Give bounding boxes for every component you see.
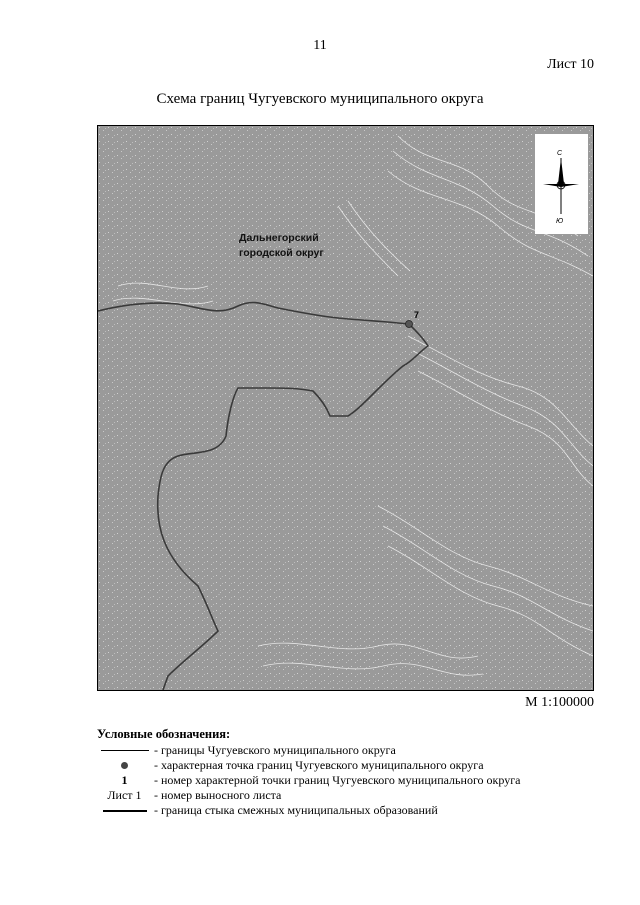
map-scale: М 1:100000 <box>525 695 594 710</box>
svg-text:·: · <box>398 592 400 598</box>
legend-item-sheet <box>97 788 597 803</box>
legend-item-point <box>97 758 597 773</box>
svg-text:·: · <box>218 592 220 598</box>
svg-text:·: · <box>328 452 330 458</box>
sheet-label: Лист 10 <box>547 57 594 72</box>
legend-symbol-thin-line <box>97 750 152 751</box>
legend-symbol-number: 1 <box>121 773 128 787</box>
legend-text: - номер характерной точки границ Чугуевского муниципального округа <box>154 773 521 787</box>
legend-text: - номер выносного листа <box>154 788 282 802</box>
svg-text:·: · <box>458 402 460 408</box>
svg-text:·: · <box>168 242 170 248</box>
legend-item-boundary <box>97 743 597 758</box>
svg-text:·: · <box>138 177 140 183</box>
point-number-label: 7 <box>414 310 420 320</box>
region-label-line2: городской округ <box>239 247 324 259</box>
region-label-line1: Дальнегорский <box>239 232 319 244</box>
legend-symbol-dot <box>97 762 152 769</box>
map-title: Схема границ Чугуевского муниципального округа <box>156 91 484 107</box>
page-number: 11 <box>313 38 327 53</box>
legend-symbol-thick-line <box>97 810 152 812</box>
svg-text:·: · <box>298 322 300 328</box>
legend-text: - характерная точка границ Чугуевского муниципального округа <box>154 758 484 772</box>
legend-text: - границы Чугуевского муниципального округа <box>154 743 396 757</box>
legend-item-point-number <box>97 773 597 788</box>
legend-title: Условные обозначения: <box>97 727 231 741</box>
compass <box>535 134 588 234</box>
legend-text: - граница стыка смежных муниципальных образований <box>154 803 438 817</box>
legend-item-junction <box>97 803 597 818</box>
svg-text:·: · <box>248 422 250 428</box>
legend <box>97 727 597 818</box>
boundary-point <box>406 321 413 328</box>
legend-symbol-sheet: Лист 1 <box>107 788 142 802</box>
compass-north-label: С <box>557 150 563 157</box>
map-frame <box>97 125 594 691</box>
terrain-texture <box>98 126 593 690</box>
topographic-map <box>98 126 593 690</box>
compass-south-label: Ю <box>556 218 564 225</box>
svg-text:·: · <box>518 482 520 488</box>
